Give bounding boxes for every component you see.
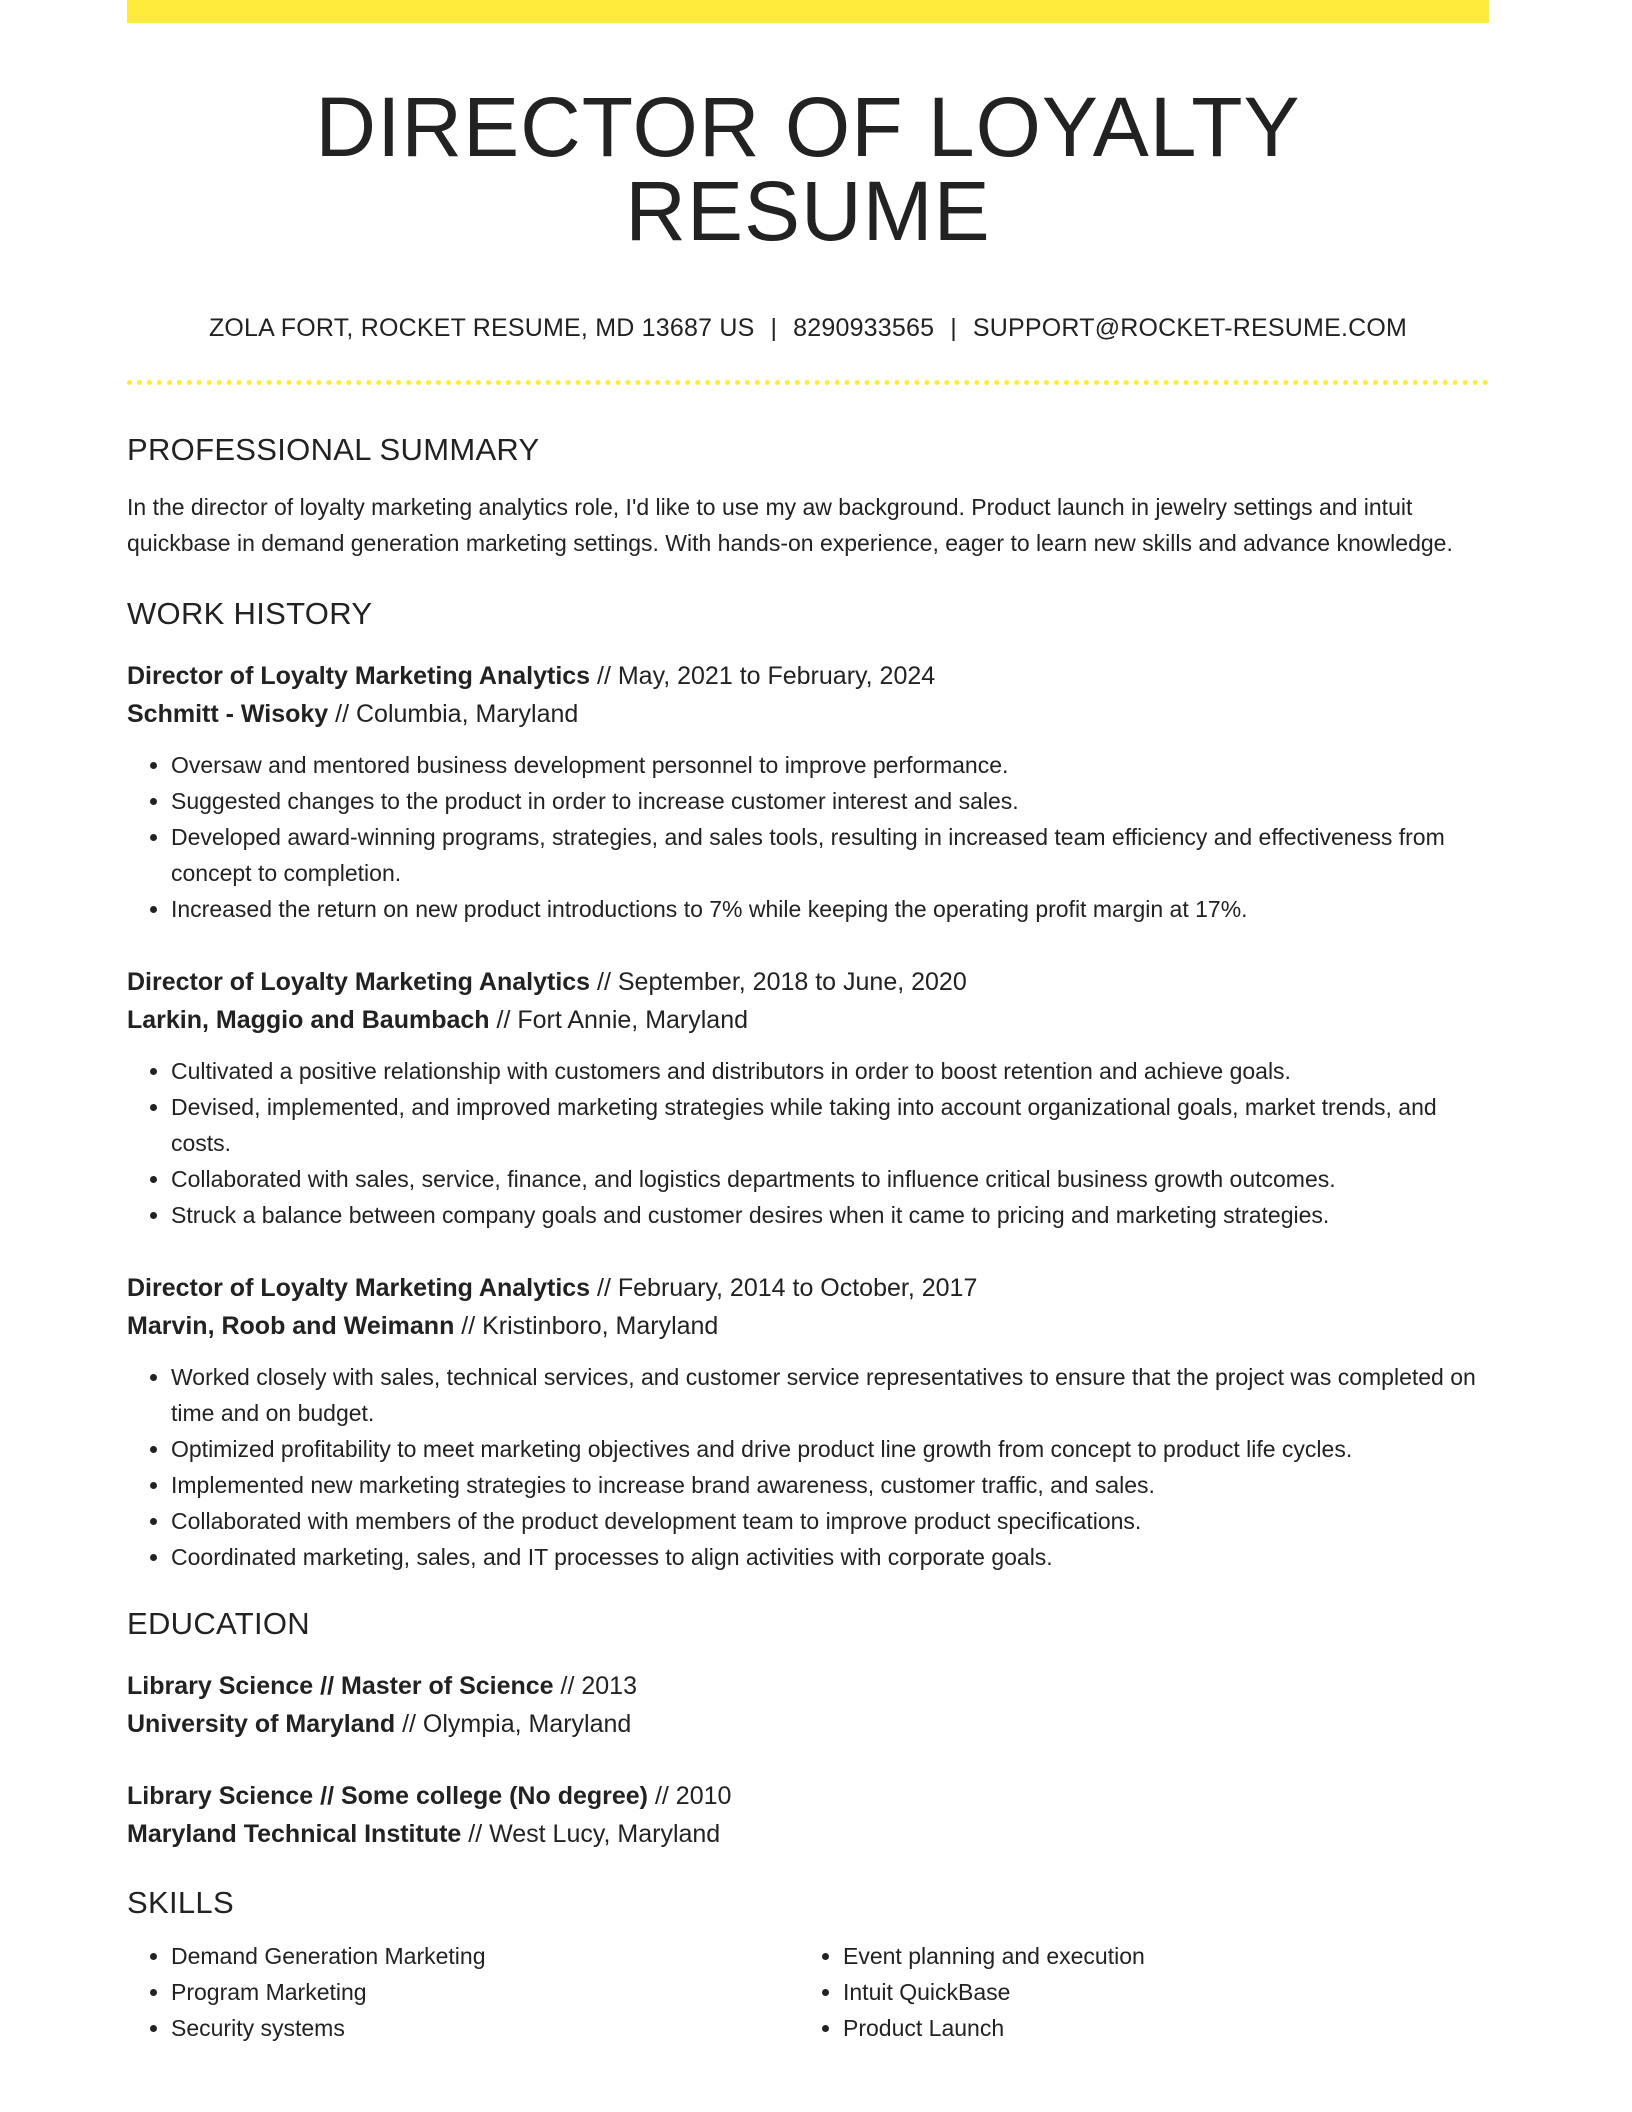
job-bullet: • Devised, implemented, and improved marketing strategies while taking into account organizational goals, market trends, and costs. xyxy=(171,1089,1489,1161)
job-dates: // February, 2014 to October, 2017 xyxy=(590,1274,978,1302)
job-company-line xyxy=(127,1001,1489,1039)
education-year: // 2010 xyxy=(648,1782,732,1810)
education-school: Maryland Technical Institute xyxy=(127,1820,462,1848)
job-bullet: • Oversaw and mentored business development personnel to improve performance. xyxy=(171,747,1489,783)
job-company-line xyxy=(127,1307,1489,1345)
education-degree: Library Science // Master of Science xyxy=(127,1672,554,1700)
education-degree-line xyxy=(127,1667,1489,1705)
work-history-heading: WORK HISTORY xyxy=(127,596,373,631)
education-heading: EDUCATION xyxy=(127,1606,310,1641)
education-location: // West Lucy, Maryland xyxy=(461,1820,721,1848)
job-entry xyxy=(127,657,1489,927)
job-bullet: • Worked closely with sales, technical services, and customer service representatives to ensure that the project was completed on time and on budget. xyxy=(171,1359,1489,1431)
skills-column-right xyxy=(799,1938,1471,2046)
education-school: University of Maryland xyxy=(127,1710,396,1738)
contact-phone: 8290933565 xyxy=(793,314,935,342)
education-location: // Olympia, Maryland xyxy=(395,1710,632,1738)
education-degree: Library Science // Some college (No degree) xyxy=(127,1782,649,1810)
job-title-line xyxy=(127,1269,1489,1307)
summary-text: In the director of loyalty marketing analytics role, I'd like to use my aw background. Product launch in jewelry settings and intuit quickbase in demand generation marketing settings. With hands-on experience, eager to learn new skills and advance knowledge. xyxy=(127,494,1453,556)
job-location: // Kristinboro, Maryland xyxy=(454,1312,719,1340)
summary-heading: PROFESSIONAL SUMMARY xyxy=(127,432,540,467)
dotted-divider xyxy=(127,380,1489,385)
education-school-line xyxy=(127,1705,1489,1743)
contact-line xyxy=(127,316,1489,341)
job-bullet: • Optimized profitability to meet marketing objectives and drive product line growth from concept to product life cycles. xyxy=(171,1431,1489,1467)
skills-list xyxy=(127,1938,1489,2046)
skill-item: • Intuit QuickBase xyxy=(843,1974,1471,2010)
education-entry xyxy=(127,1667,1489,1743)
resume-page xyxy=(127,0,1489,2046)
job-bullet: • Collaborated with members of the product development team to improve product specifications. xyxy=(171,1503,1489,1539)
job-bullet: • Increased the return on new product introductions to 7% while keeping the operating profit margin at 17%. xyxy=(171,891,1489,927)
contact-separator: | xyxy=(950,314,957,342)
education-entry xyxy=(127,1777,1489,1853)
job-title: Director of Loyalty Marketing Analytics xyxy=(127,1274,591,1302)
job-bullet: • Cultivated a positive relationship with customers and distributors in order to boost retention and achieve goals. xyxy=(171,1053,1489,1089)
job-bullet: • Struck a balance between company goals and customer desires when it came to pricing and marketing strategies. xyxy=(171,1197,1489,1233)
contact-email: SUPPORT@ROCKET-RESUME.COM xyxy=(972,314,1408,342)
job-title-line xyxy=(127,963,1489,1001)
job-company: Schmitt - Wisoky xyxy=(127,700,329,728)
job-title: Director of Loyalty Marketing Analytics xyxy=(127,662,591,690)
education-school-line xyxy=(127,1815,1489,1853)
accent-bar xyxy=(127,0,1489,23)
job-dates: // September, 2018 to June, 2020 xyxy=(590,968,967,996)
education-degree-line xyxy=(127,1777,1489,1815)
job-title: Director of Loyalty Marketing Analytics xyxy=(127,968,591,996)
job-bullets xyxy=(127,1359,1489,1575)
skill-item: • Event planning and execution xyxy=(843,1938,1471,1974)
job-location: // Fort Annie, Maryland xyxy=(489,1006,749,1034)
skills-column-left xyxy=(127,1938,799,2046)
job-entry xyxy=(127,963,1489,1233)
job-bullet: • Collaborated with sales, service, finance, and logistics departments to influence critical business growth outcomes. xyxy=(171,1161,1489,1197)
job-bullets xyxy=(127,1053,1489,1233)
job-bullet: • Coordinated marketing, sales, and IT processes to align activities with corporate goals. xyxy=(171,1539,1489,1575)
job-company: Marvin, Roob and Weimann xyxy=(127,1312,455,1340)
job-dates: // May, 2021 to February, 2024 xyxy=(590,662,936,690)
job-bullet: • Developed award-winning programs, strategies, and sales tools, resulting in increased team efficiency and effectiveness from concept to completion. xyxy=(171,819,1489,891)
job-location: // Columbia, Maryland xyxy=(328,700,579,728)
job-entry xyxy=(127,1269,1489,1575)
job-bullet: • Implemented new marketing strategies to increase brand awareness, customer traffic, and sales. xyxy=(171,1467,1489,1503)
job-bullet: • Suggested changes to the product in order to increase customer interest and sales. xyxy=(171,783,1489,819)
skill-item: • Security systems xyxy=(171,2010,799,2046)
skill-item: • Product Launch xyxy=(843,2010,1471,2046)
education-year: // 2013 xyxy=(553,1672,637,1700)
skill-item: • Demand Generation Marketing xyxy=(171,1938,799,1974)
contact-separator: | xyxy=(770,314,778,342)
skills-heading: SKILLS xyxy=(127,1885,234,1920)
job-company-line xyxy=(127,695,1489,733)
contact-address: ZOLA FORT, ROCKET RESUME, MD 13687 US xyxy=(208,314,755,342)
job-bullets xyxy=(127,747,1489,927)
skill-item: • Program Marketing xyxy=(171,1974,799,2010)
job-company: Larkin, Maggio and Baumbach xyxy=(127,1006,490,1034)
job-title-line xyxy=(127,657,1489,695)
resume-title: DIRECTOR OF LOYALTY RESUME xyxy=(315,80,1301,258)
